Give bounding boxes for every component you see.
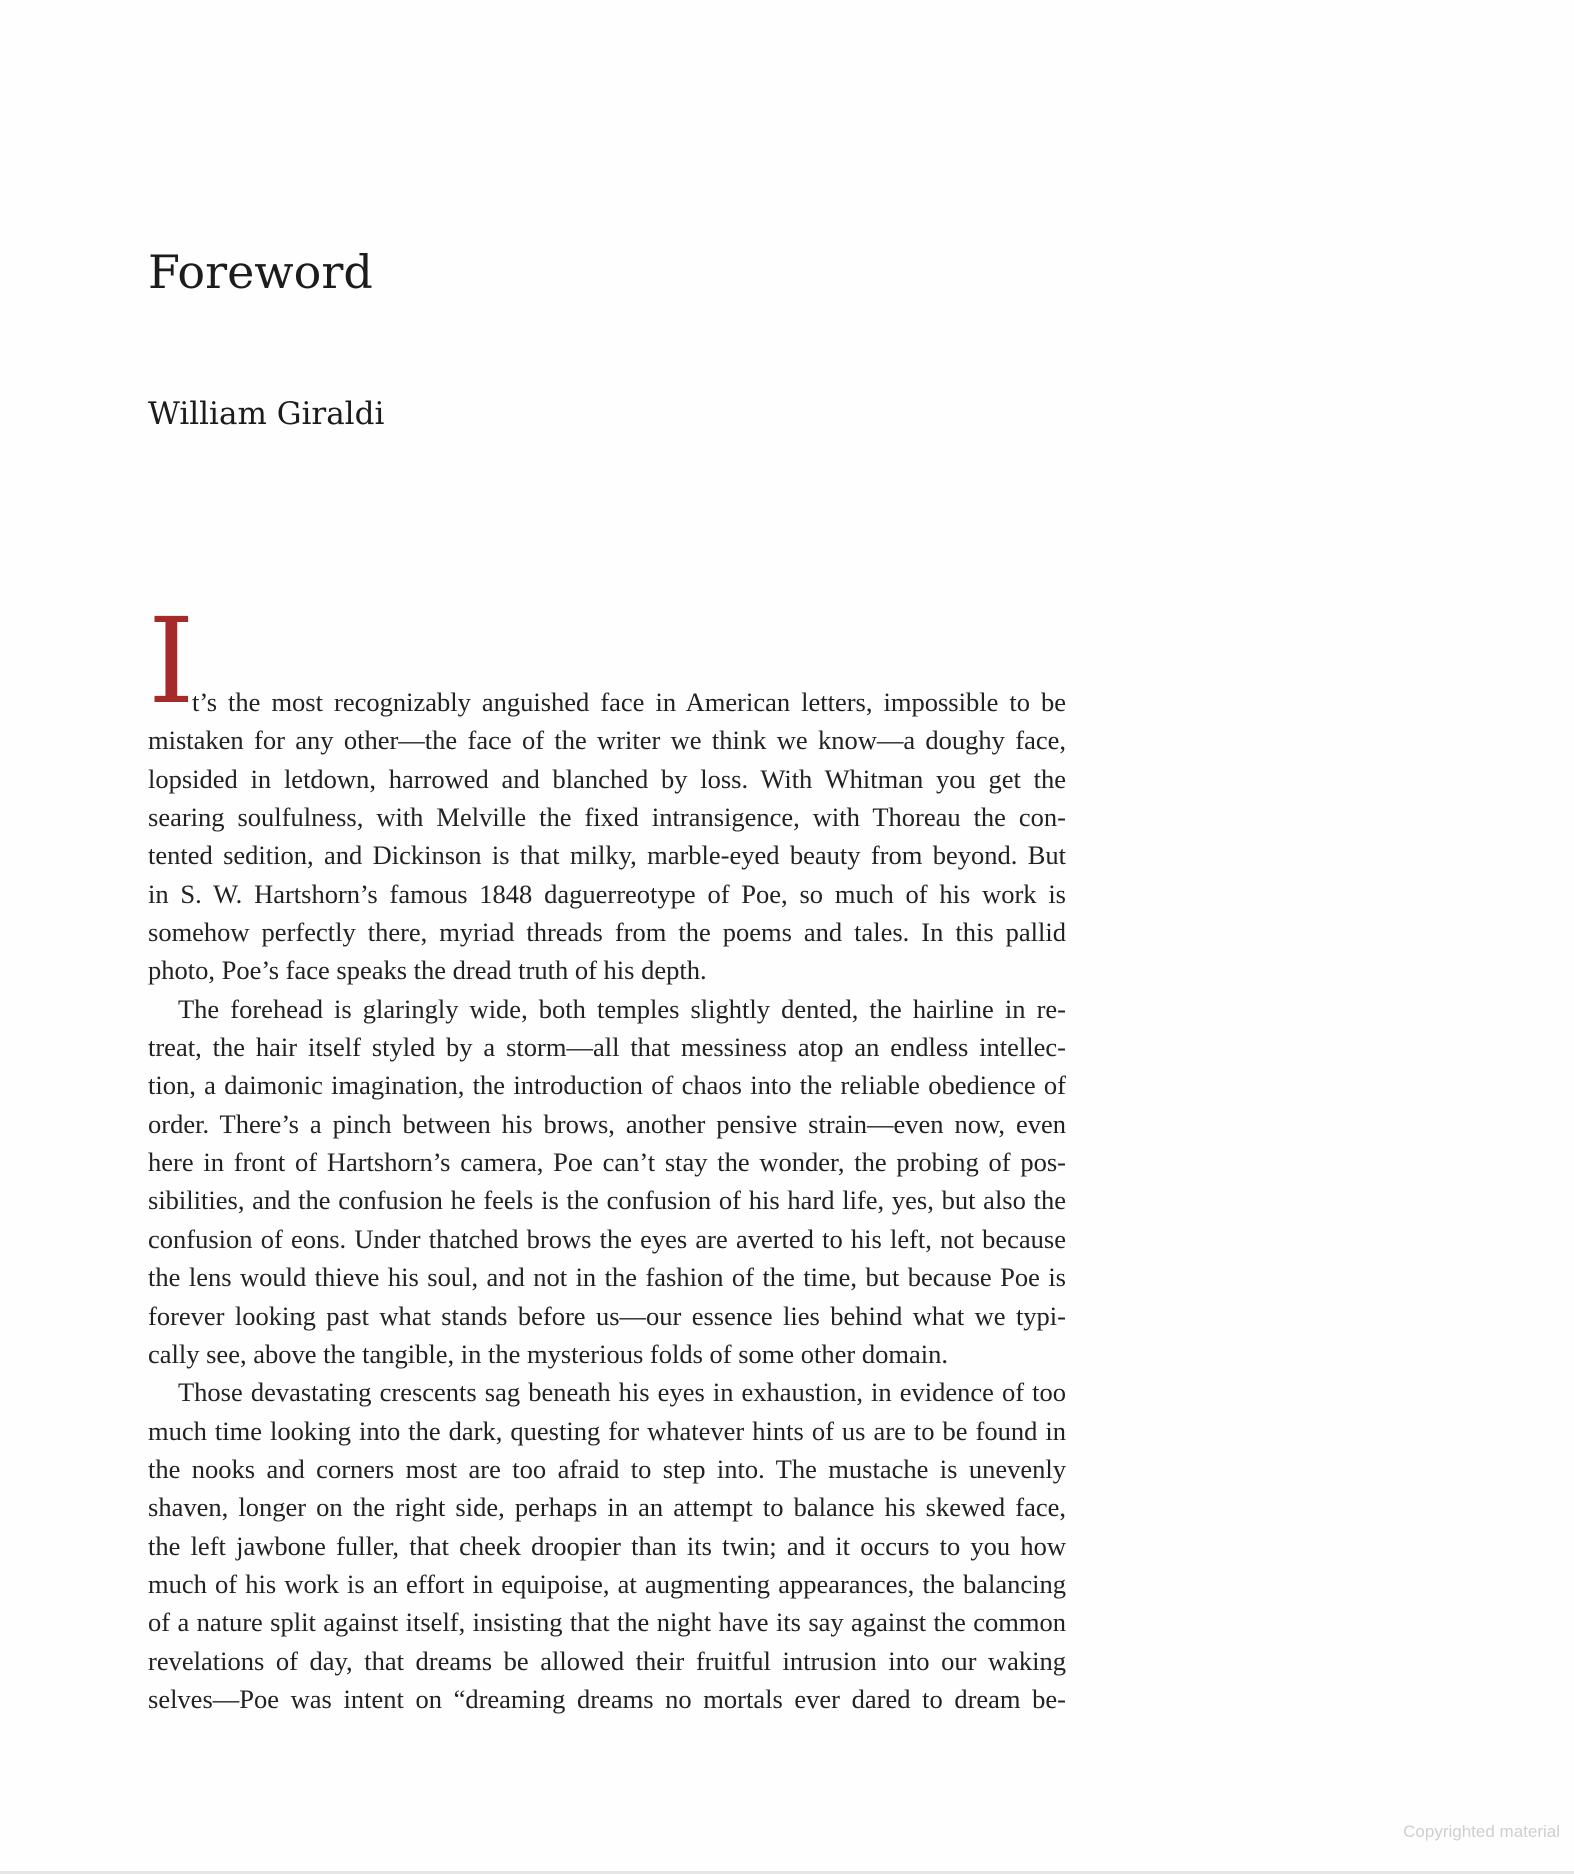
paragraph-3	[148, 1373, 1066, 1718]
text-line: much of his work is an effort in equipoise, at augmenting appearances, the balancing	[148, 1568, 1066, 1599]
paragraph-1	[148, 683, 1066, 990]
text-line: confusion of eons. Under thatched brows the eyes are averted to his left, not because	[148, 1223, 1066, 1254]
text-line: the left jawbone fuller, that cheek droopier than its twin; and it occurs to you how	[148, 1530, 1066, 1561]
text-line: tented sedition, and Dickinson is that milky, marble-eyed beauty from beyond. But	[148, 840, 1066, 871]
drop-cap-initial: I	[148, 592, 195, 730]
text-line: shaven, longer on the right side, perhaps in an attempt to balance his skewed face,	[148, 1492, 1066, 1523]
text-line: selves—Poe was intent on “dreaming dreams no mortals ever dared to dream be-	[148, 1683, 1066, 1714]
text-line: much time looking into the dark, questing for whatever hints of us are to be found in	[148, 1415, 1066, 1446]
text-line: Those devastating crescents sag beneath his eyes in exhaustion, in evidence of too	[178, 1377, 1066, 1408]
text-line: The forehead is glaringly wide, both temples slightly dented, the hairline in re-	[178, 993, 1066, 1024]
text-line: order. There’s a pinch between his brows, another pensive strain—even now, even	[148, 1108, 1066, 1139]
text-line: somehow perfectly there, myriad threads from the poems and tales. In this pallid	[148, 917, 1066, 948]
foreword-body	[148, 683, 1066, 1718]
text-line: in S. W. Hartshorn’s famous 1848 daguerreotype of Poe, so much of his work is	[148, 878, 1066, 909]
text-line: photo, Poe’s face speaks the dread truth of his depth.	[148, 955, 707, 986]
text-line: the lens would thieve his soul, and not in the fashion of the time, but because Poe is	[148, 1262, 1066, 1293]
paragraph-2	[148, 990, 1066, 1373]
text-line: here in front of Hartshorn’s camera, Poe can’t stay the wonder, the probing of pos-	[148, 1147, 1066, 1178]
chapter-title: Foreword	[148, 245, 373, 299]
text-line: revelations of day, that dreams be allowed their fruitful intrusion into our waking	[148, 1645, 1066, 1676]
text-line: lopsided in letdown, harrowed and blanched by loss. With Whitman you get the	[148, 763, 1066, 794]
copyright-watermark: Copyrighted material	[1403, 1822, 1560, 1841]
text-line: searing soulfulness, with Melville the fixed intransigence, with Thoreau the con-	[148, 802, 1066, 833]
text-line: treat, the hair itself styled by a storm—all that messiness atop an endless intellec-	[148, 1032, 1066, 1063]
text-line: t’s the most recognizably anguished face in American letters, impossible to be	[192, 687, 1066, 717]
text-line: cally see, above the tangible, in the mysterious folds of some other domain.	[148, 1338, 948, 1369]
text-line: sibilities, and the confusion he feels is the confusion of his hard life, yes, but also the	[148, 1185, 1066, 1216]
chapter-author: William Giraldi	[148, 396, 385, 432]
text-line: mistaken for any other—the face of the writer we think we know—a doughy face,	[148, 725, 1066, 756]
text-line: forever looking past what stands before us—our essence lies behind what we typi-	[148, 1300, 1066, 1331]
text-line: tion, a daimonic imagination, the introduction of chaos into the reliable obedience of	[148, 1070, 1066, 1101]
text-line: of a nature split against itself, insisting that the night have its say against the common	[148, 1607, 1066, 1638]
text-line: the nooks and corners most are too afraid to step into. The mustache is unevenly	[148, 1453, 1066, 1484]
